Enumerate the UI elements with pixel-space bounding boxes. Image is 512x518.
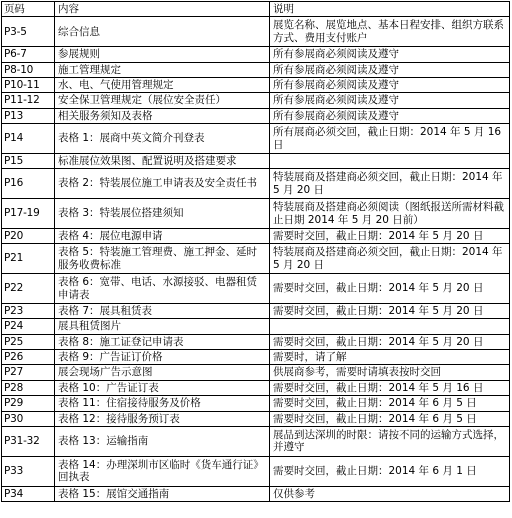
table-row (2, 334, 510, 349)
row-page: P26 (2, 350, 55, 365)
row-note: 展品到达深圳的时限：请按不同的运输方式选择，并遵守 (270, 427, 510, 457)
table-row (2, 380, 510, 395)
row-note: 仅供参考 (270, 486, 510, 501)
table-row (2, 244, 510, 274)
table-row (2, 153, 510, 168)
row-page: P27 (2, 365, 55, 380)
row-page: P17-19 (2, 199, 55, 229)
contents-table (1, 1, 510, 502)
row-note: 所有展商必须交回，截止日期：2014 年 5 月 16 日 (270, 124, 510, 154)
row-note: 需要时交回，截止日期：2014 年 5 月 20 日 (270, 274, 510, 304)
row-page: P10-11 (2, 77, 55, 92)
document-sheet (1, 1, 509, 502)
row-content: 标准展位效果图、配置说明及搭建要求 (55, 153, 270, 168)
row-content: 相关服务须知及表格 (55, 108, 270, 123)
row-page: P33 (2, 456, 55, 486)
table-row (2, 77, 510, 92)
row-note (270, 153, 510, 168)
header-page: 页码 (2, 2, 55, 17)
table-row (2, 303, 510, 318)
row-note: 特装展商及搭建商必须交回，截止日期：2014 年 5 月 20 日 (270, 169, 510, 199)
row-note: 需要时，请了解 (270, 350, 510, 365)
table-row (2, 350, 510, 365)
row-content: 施工管理规定 (55, 62, 270, 77)
table-row (2, 427, 510, 457)
row-note: 需要时交回，截止日期：2014 年 6 月 1 日 (270, 456, 510, 486)
row-content: 参展规则 (55, 47, 270, 62)
row-content: 表格 10：广告证订表 (55, 380, 270, 395)
row-content: 表格 9：广告证订价格 (55, 350, 270, 365)
row-content: 表格 1：展商中英文简介刊登表 (55, 124, 270, 154)
row-page: P34 (2, 486, 55, 501)
table-row (2, 228, 510, 243)
row-note: 所有参展商必须阅读及遵守 (270, 62, 510, 77)
row-note: 所有参展商必须阅读及遵守 (270, 93, 510, 108)
row-content: 表格 12：接待服务预订表 (55, 411, 270, 426)
row-note: 特装展商及搭建商必须阅读（图纸报送所需材料截止日期 2014 年 5 月 20 日前） (270, 199, 510, 229)
table-row (2, 396, 510, 411)
row-content: 表格 11：住宿接待服务及价格 (55, 396, 270, 411)
row-content: 综合信息 (55, 17, 270, 47)
row-content: 水、电、气使用管理规定 (55, 77, 270, 92)
row-page: P30 (2, 411, 55, 426)
row-content: 表格 14：办理深圳市区临时《货车通行证》回执表 (55, 456, 270, 486)
row-note: 需要时交回，截止日期：2014 年 5 月 20 日 (270, 303, 510, 318)
table-row (2, 124, 510, 154)
row-page: P6-7 (2, 47, 55, 62)
row-content: 表格 5：特装施工管理费、施工押金、延时服务收费标准 (55, 244, 270, 274)
row-content: 展会现场广告示意图 (55, 365, 270, 380)
table-row (2, 319, 510, 334)
header-note: 说明 (270, 2, 510, 17)
row-content: 表格 3：特装展位搭建须知 (55, 199, 270, 229)
row-note: 所有参展商必须阅读及遵守 (270, 108, 510, 123)
row-content: 表格 2：特装展位施工申请表及安全责任书 (55, 169, 270, 199)
row-page: P21 (2, 244, 55, 274)
row-note: 供展商参考，需要时请填表按时交回 (270, 365, 510, 380)
row-page: P8-10 (2, 62, 55, 77)
table-row (2, 17, 510, 47)
row-content: 表格 6：宽带、电话、水源接驳、电器租赁申请表 (55, 274, 270, 304)
table-row (2, 274, 510, 304)
row-page: P31-32 (2, 427, 55, 457)
row-content: 表格 13：运输指南 (55, 427, 270, 457)
row-page: P24 (2, 319, 55, 334)
row-page: P16 (2, 169, 55, 199)
row-page: P29 (2, 396, 55, 411)
table-row (2, 199, 510, 229)
table-row (2, 169, 510, 199)
row-content: 表格 8：施工证登记申请表 (55, 334, 270, 349)
row-content: 展具租赁图片 (55, 319, 270, 334)
row-note: 需要时交回，截止日期：2014 年 6 月 5 日 (270, 411, 510, 426)
row-page: P28 (2, 380, 55, 395)
table-row (2, 411, 510, 426)
table-row (2, 108, 510, 123)
table-row (2, 486, 510, 501)
header-row (2, 2, 510, 17)
row-note: 需要时交回，截止日期：2014 年 6 月 5 日 (270, 396, 510, 411)
table-row (2, 62, 510, 77)
table-row (2, 93, 510, 108)
row-note: 需要时交回，截止日期：2014 年 5 月 20 日 (270, 228, 510, 243)
row-content: 表格 7：展具租赁表 (55, 303, 270, 318)
row-page: P22 (2, 274, 55, 304)
row-content: 表格 4：展位电源申请 (55, 228, 270, 243)
row-content: 表格 15：展馆交通指南 (55, 486, 270, 501)
row-content: 安全保卫管理规定（展位安全责任） (55, 93, 270, 108)
row-page: P11-12 (2, 93, 55, 108)
row-note: 展览名称、展览地点、基本日程安排、组织方联系方式、费用支付账户 (270, 17, 510, 47)
table-row (2, 365, 510, 380)
row-page: P20 (2, 228, 55, 243)
table-row (2, 47, 510, 62)
row-note: 所有参展商必须阅读及遵守 (270, 47, 510, 62)
row-page: P14 (2, 124, 55, 154)
row-page: P23 (2, 303, 55, 318)
row-note: 特装展商及搭建商必须交回，截止日期：2014 年 5 月 20 日 (270, 244, 510, 274)
row-note: 需要时交回，截止日期：2014 年 5 月 20 日 (270, 334, 510, 349)
row-page: P13 (2, 108, 55, 123)
row-note: 所有参展商必须阅读及遵守 (270, 77, 510, 92)
row-note (270, 319, 510, 334)
row-note: 需要时交回，截止日期：2014 年 5 月 16 日 (270, 380, 510, 395)
row-page: P3-5 (2, 17, 55, 47)
row-page: P15 (2, 153, 55, 168)
row-page: P25 (2, 334, 55, 349)
header-content: 内容 (55, 2, 270, 17)
table-row (2, 456, 510, 486)
